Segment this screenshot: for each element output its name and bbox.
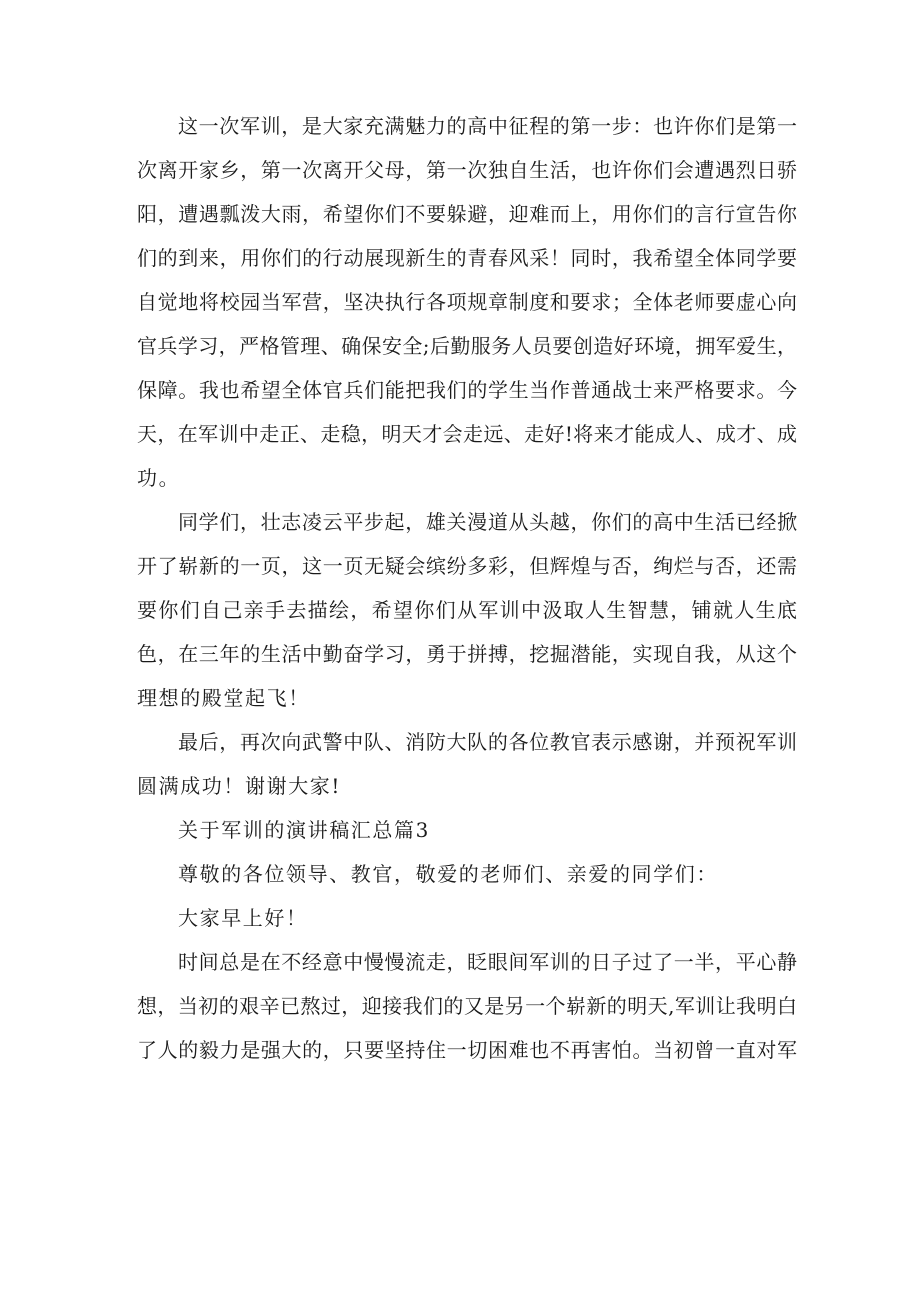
text-line: 自觉地将校园当军营，坚决执行各项规章制度和要求；全体老师要虚心向 xyxy=(137,290,797,314)
greeting: 大家早上好！ xyxy=(178,906,308,930)
text-line: 们的到来，用你们的行动展现新生的青春风采！同时，我希望全体同学要 xyxy=(137,246,797,270)
salutation: 尊敬的各位领导、教官，敬爱的老师们、亲爱的同学们： xyxy=(178,862,718,886)
text-line: 最后，再次向武警中队、消防大队的各位教官表示感谢，并预祝军训 xyxy=(178,730,797,754)
text-line: 了人的毅力是强大的，只要坚持住一切困难也不再害怕。当初曾一直对军 xyxy=(137,1038,797,1062)
text-line: 天，在军训中走正、走稳，明天才会走远、走好!将来才能成人、成才、成 xyxy=(137,422,797,446)
text-line: 色，在三年的生活中勤奋学习，勇于拼搏，挖掘潜能，实现自我，从这个 xyxy=(137,642,797,666)
section-heading: 关于军训的演讲稿汇总篇3 xyxy=(178,818,430,842)
text-line: 官兵学习，严格管理、确保安全;后勤服务人员要创造好环境，拥军爱生， xyxy=(137,334,797,358)
text-line: 时间总是在不经意中慢慢流走，眨眼间军训的日子过了一半，平心静 xyxy=(178,950,797,974)
text-line: 功。 xyxy=(137,466,181,490)
text-line: 保障。我也希望全体官兵们能把我们的学生当作普通战士来严格要求。今 xyxy=(137,378,797,402)
text-line: 开了崭新的一页，这一页无疑会缤纷多彩，但辉煌与否，绚烂与否，还需 xyxy=(137,554,797,578)
text-line: 阳，遭遇瓢泼大雨，希望你们不要躲避，迎难而上，用你们的言行宣告你 xyxy=(137,202,797,226)
text-line: 要你们自己亲手去描绘，希望你们从军训中汲取人生智慧，铺就人生底 xyxy=(137,598,797,622)
text-line: 理想的殿堂起飞！ xyxy=(137,686,310,710)
text-line: 次离开家乡，第一次离开父母，第一次独自生活，也许你们会遭遇烈日骄 xyxy=(137,158,797,182)
text-line: 想，当初的艰辛已熬过，迎接我们的又是另一个崭新的明天,军训让我明白 xyxy=(137,994,797,1018)
text-line: 圆满成功！谢谢大家! xyxy=(137,774,342,798)
text-line: 这一次军训，是大家充满魅力的高中征程的第一步：也许你们是第一 xyxy=(178,114,797,138)
text-line: 同学们，壮志凌云平步起，雄关漫道从头越，你们的高中生活已经掀 xyxy=(178,510,797,534)
